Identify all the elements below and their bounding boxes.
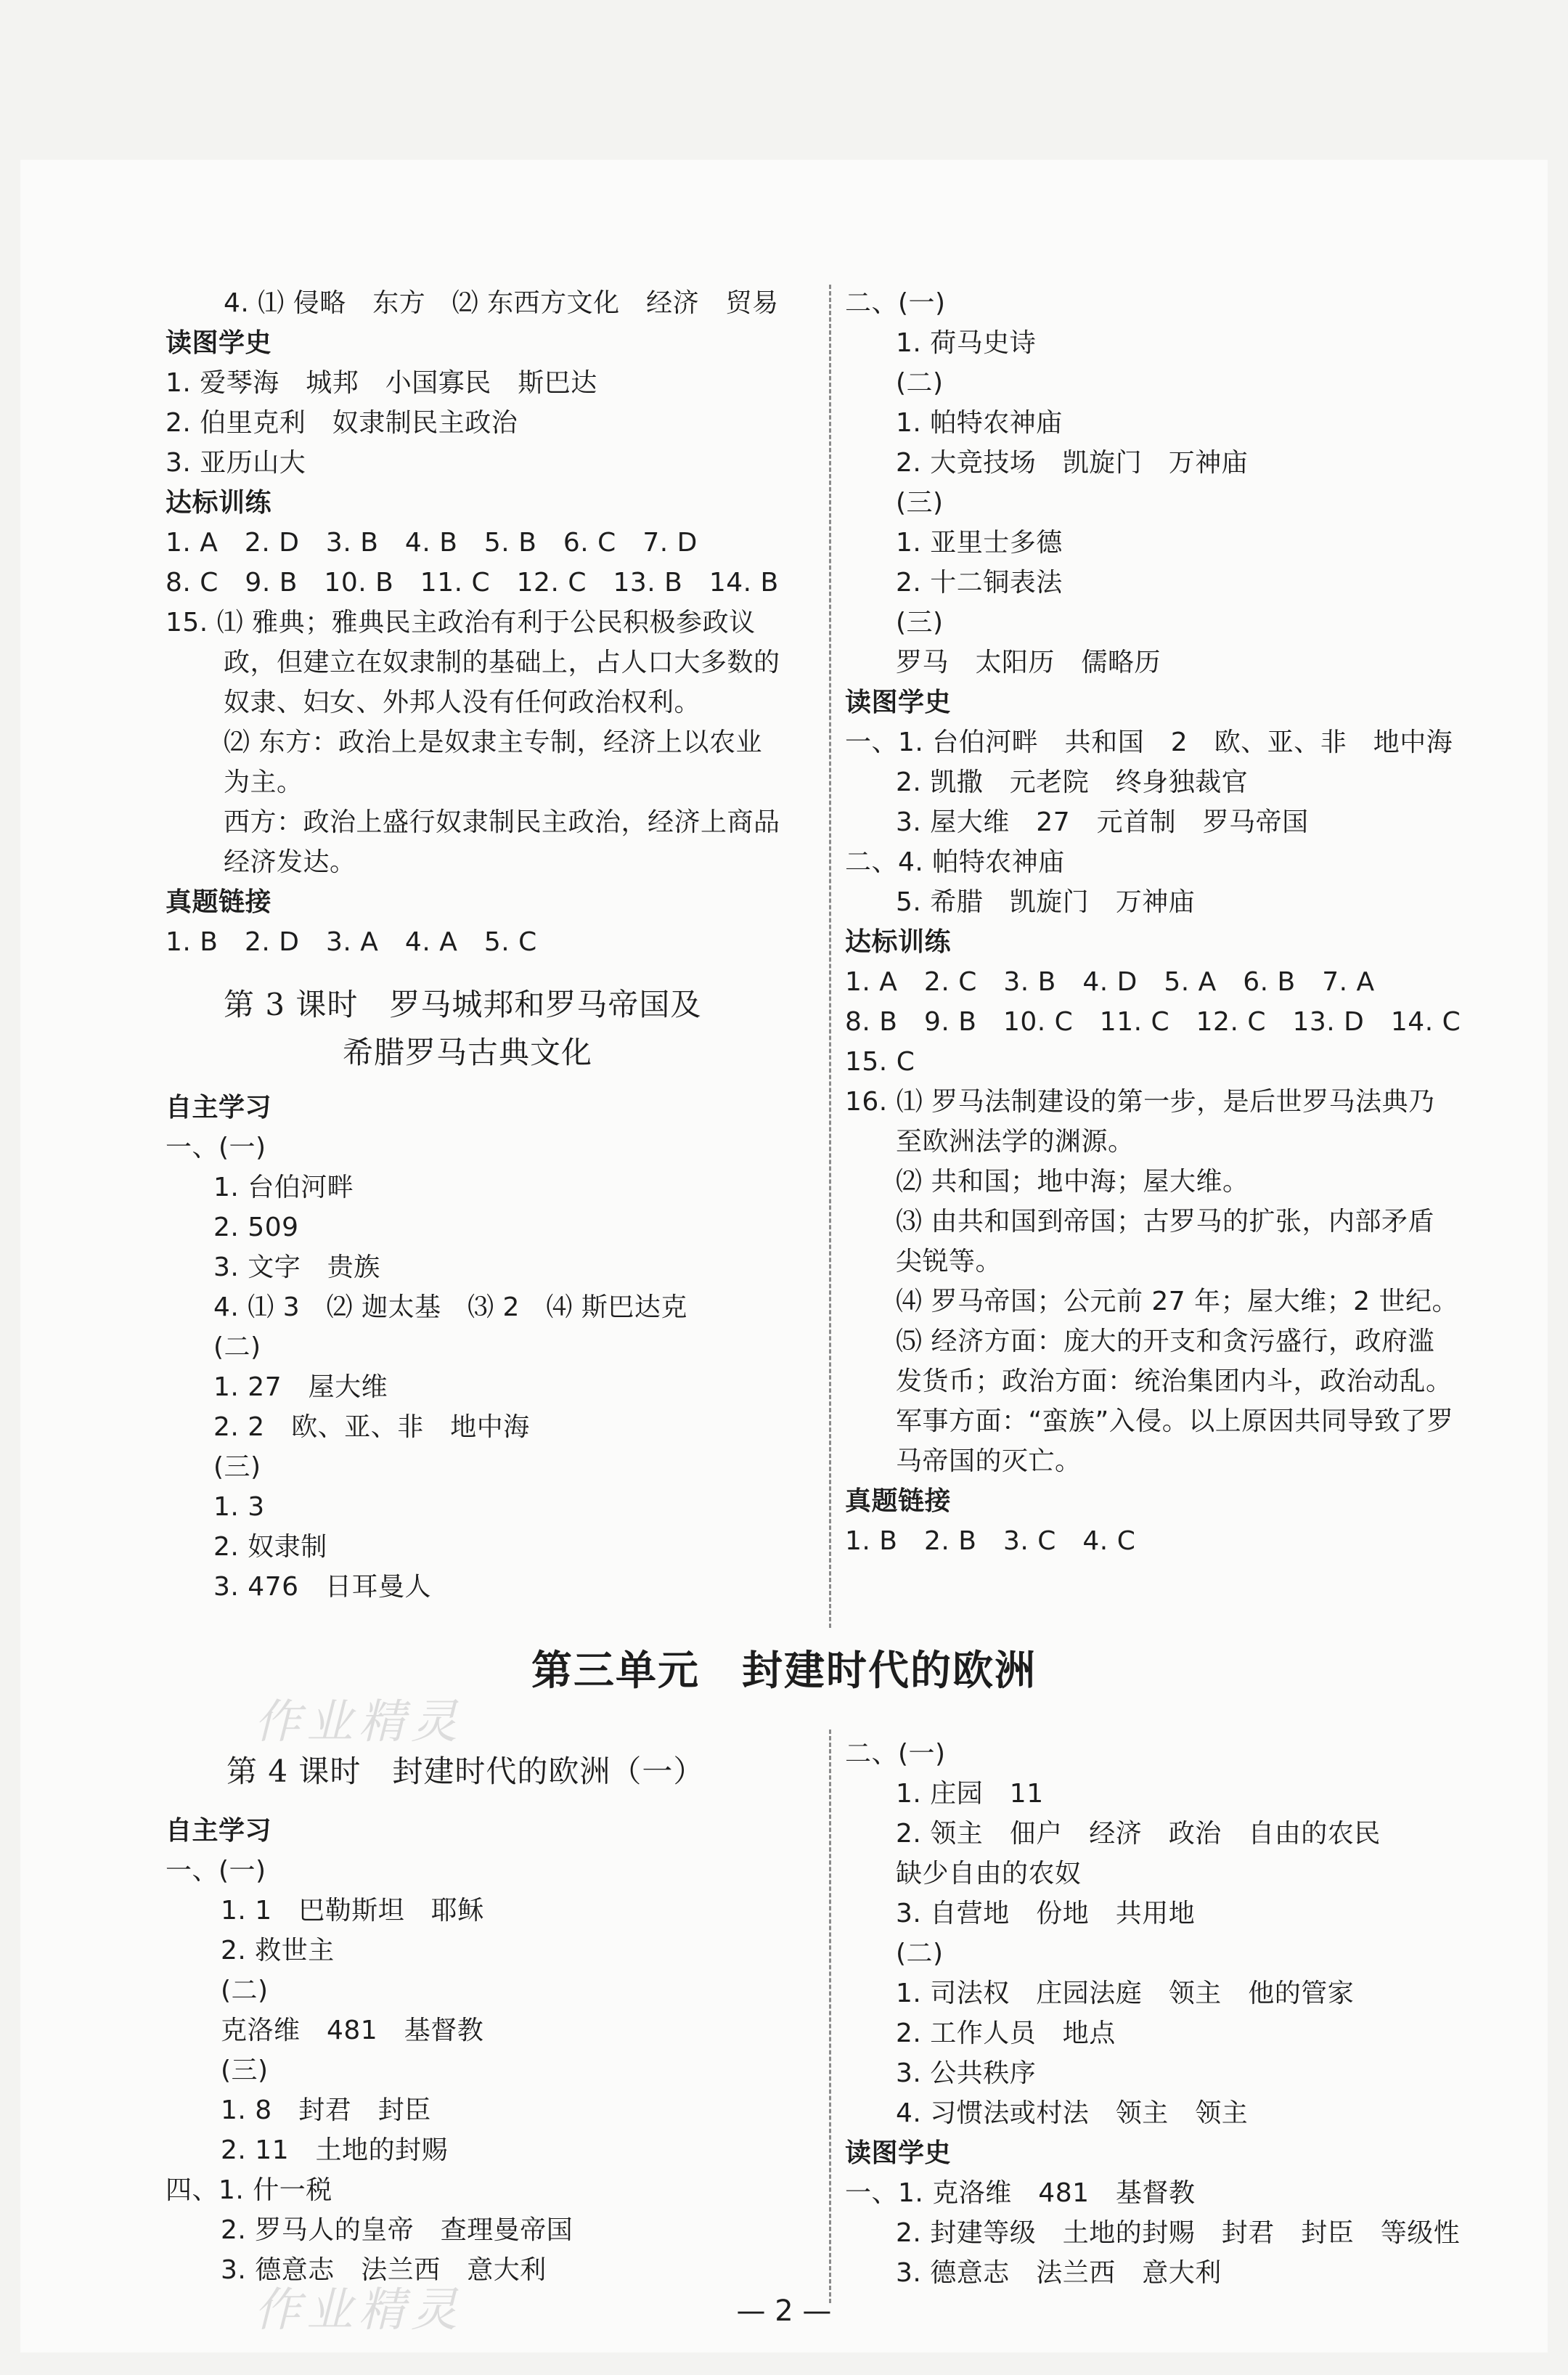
right-top-line: (三) bbox=[896, 488, 944, 518]
left-top-line: 8. C 9. B 10. B 11. C 12. C 13. B 14. B bbox=[166, 568, 779, 598]
right-top-line: 1. A 2. C 3. B 4. D 5. A 6. B 7. A bbox=[845, 967, 1375, 997]
left-mid-line: 3. 476 日耳曼人 bbox=[213, 1572, 432, 1602]
unit-title: 第三单元 封建时代的欧洲 bbox=[531, 1647, 1037, 1695]
left-top-line: 15. ⑴ 雅典；雅典民主政治有利于公民积极参政议 bbox=[166, 608, 756, 637]
page-number: — 2 — bbox=[736, 2294, 832, 2328]
right-top-line: 1. 亚里士多德 bbox=[896, 528, 1063, 558]
right-top-line: 2. 十二铜表法 bbox=[896, 568, 1063, 598]
right-bottom-line: 4. 习惯法或村法 领主 领主 bbox=[896, 2098, 1249, 2128]
right-top-line: 军事方面：“蛮族”入侵。以上原因共同导致了罗 bbox=[896, 1406, 1454, 1436]
right-top-line: 1. 帕特农神庙 bbox=[896, 408, 1063, 438]
left-top-line: 4. ⑴ 侵略 东方 ⑵ 东西方文化 经济 贸易 bbox=[224, 288, 779, 318]
left-bottom-line: 自主学习 bbox=[166, 1816, 272, 1846]
lesson-3-title-line2: 希腊罗马古典文化 bbox=[343, 1035, 593, 1070]
right-top-line: 二、4. 帕特农神庙 bbox=[845, 847, 1065, 877]
left-mid-line: 2. 509 bbox=[213, 1213, 299, 1242]
right-top-line: 2. 凯撒 元老院 终身独裁官 bbox=[896, 767, 1249, 797]
right-top-line: ⑶ 由共和国到帝国；古罗马的扩张，内部矛盾 bbox=[896, 1207, 1434, 1237]
left-bottom-line: (三) bbox=[221, 2056, 269, 2085]
right-bottom-line: (二) bbox=[896, 1939, 944, 1968]
right-top-line: 2. 大竞技场 凯旋门 万神庙 bbox=[896, 448, 1249, 478]
right-top-line: ⑷ 罗马帝国；公元前 27 年；屋大维；2 世纪。 bbox=[896, 1287, 1458, 1316]
left-bottom-line: 1. 8 封君 封臣 bbox=[221, 2095, 431, 2125]
right-top-line: ⑸ 经济方面：庞大的开支和贪污盛行，政府滥 bbox=[896, 1327, 1434, 1356]
right-bottom-line: 缺少自由的农奴 bbox=[896, 1859, 1082, 1889]
column-divider-bottom bbox=[829, 1730, 831, 2303]
right-bottom-line: 3. 德意志 法兰西 意大利 bbox=[896, 2258, 1222, 2288]
watermark-logo-bottom: 作业精灵 bbox=[254, 2284, 463, 2337]
lesson-4-title: 第 4 课时 封建时代的欧洲（一） bbox=[226, 1753, 705, 1789]
left-mid-line: 1. 3 bbox=[213, 1492, 265, 1522]
right-bottom-line: 3. 公共秩序 bbox=[896, 2058, 1037, 2088]
right-top-line: 发货币；政治方面：统治集团内斗，政治动乱。 bbox=[896, 1366, 1453, 1396]
right-top-line: 真题链接 bbox=[845, 1486, 952, 1516]
left-bottom-line: 一、(一) bbox=[166, 1856, 266, 1886]
right-bottom-line: 2. 领主 佃户 经济 政治 自由的农民 bbox=[896, 1819, 1381, 1849]
left-top-line: 奴隶、妇女、外邦人没有任何政治权利。 bbox=[224, 688, 701, 717]
left-mid-line: 4. ⑴ 3 ⑵ 迦太基 ⑶ 2 ⑷ 斯巴达克 bbox=[213, 1292, 687, 1322]
left-mid-line: 1. 台伯河畔 bbox=[213, 1173, 354, 1202]
left-top-line: 政，但建立在奴隶制的基础上，占人口大多数的 bbox=[224, 648, 780, 677]
left-bottom-line: 2. 罗马人的皇帝 查理曼帝国 bbox=[221, 2215, 573, 2245]
lesson-3-title-line1: 第 3 课时 罗马城邦和罗马帝国及 bbox=[224, 987, 702, 1022]
left-top-line: 达标训练 bbox=[166, 488, 272, 518]
left-mid-line: 2. 2 欧、亚、非 地中海 bbox=[213, 1412, 530, 1442]
left-mid-line: 3. 文字 贵族 bbox=[213, 1252, 380, 1282]
right-top-line: 达标训练 bbox=[845, 927, 952, 957]
right-top-line: ⑵ 共和国；地中海；屋大维。 bbox=[896, 1167, 1249, 1197]
left-top-line: 1. A 2. D 3. B 4. B 5. B 6. C 7. D bbox=[166, 528, 698, 558]
right-top-line: 读图学史 bbox=[845, 688, 952, 717]
left-bottom-line: 1. 1 巴勒斯坦 耶稣 bbox=[221, 1896, 484, 1926]
column-divider-top bbox=[829, 285, 831, 1628]
right-top-line: (二) bbox=[896, 368, 944, 398]
left-top-line: 1. 爱琴海 城邦 小国寡民 斯巴达 bbox=[166, 368, 597, 398]
right-top-line: 一、1. 台伯河畔 共和国 2 欧、亚、非 地中海 bbox=[845, 728, 1453, 757]
left-top-line: 西方：政治上盛行奴隶制民主政治，经济上商品 bbox=[224, 807, 780, 837]
right-top-line: 二、(一) bbox=[845, 288, 946, 318]
right-bottom-line: 读图学史 bbox=[845, 2138, 952, 2168]
left-bottom-line: 2. 救世主 bbox=[221, 1936, 335, 1965]
right-top-line: 尖锐等。 bbox=[896, 1247, 1003, 1276]
right-top-line: (三) bbox=[896, 608, 944, 637]
left-mid-line: 1. 27 屋大维 bbox=[213, 1372, 388, 1402]
right-top-line: 15. C bbox=[845, 1047, 915, 1077]
left-top-line: ⑵ 东方：政治上是奴隶主专制，经济上以农业 bbox=[224, 728, 762, 757]
left-mid-line: 2. 奴隶制 bbox=[213, 1532, 327, 1562]
left-top-line: 真题链接 bbox=[166, 887, 272, 917]
right-top-line: 1. B 2. B 3. C 4. C bbox=[845, 1526, 1136, 1556]
left-top-line: 读图学史 bbox=[166, 328, 272, 358]
left-top-line: 为主。 bbox=[224, 767, 303, 797]
right-bottom-line: 1. 司法权 庄园法庭 领主 他的管家 bbox=[896, 1979, 1355, 2008]
right-top-line: 罗马 太阳历 儒略历 bbox=[896, 648, 1161, 677]
right-top-line: 马帝国的灭亡。 bbox=[896, 1446, 1082, 1476]
right-top-line: 8. B 9. B 10. C 11. C 12. C 13. D 14. C bbox=[845, 1007, 1461, 1037]
left-bottom-line: (二) bbox=[221, 1976, 269, 2005]
left-bottom-line: 2. 11 土地的封赐 bbox=[221, 2135, 449, 2165]
left-bottom-line: 四、1. 什一税 bbox=[166, 2175, 332, 2205]
left-mid-line: 自主学习 bbox=[166, 1093, 272, 1123]
left-bottom-line: 3. 德意志 法兰西 意大利 bbox=[221, 2255, 547, 2285]
left-bottom-line: 克洛维 481 基督教 bbox=[221, 2016, 484, 2045]
left-top-line: 经济发达。 bbox=[224, 847, 356, 877]
right-top-line: 16. ⑴ 罗马法制建设的第一步，是后世罗马法典乃 bbox=[845, 1087, 1435, 1117]
right-top-line: 至欧洲法学的渊源。 bbox=[896, 1127, 1135, 1157]
right-bottom-line: 2. 工作人员 地点 bbox=[896, 2018, 1116, 2048]
left-top-line: 2. 伯里克利 奴隶制民主政治 bbox=[166, 408, 518, 438]
right-bottom-line: 2. 封建等级 土地的封赐 封君 封臣 等级性 bbox=[896, 2218, 1461, 2248]
left-top-line: 1. B 2. D 3. A 4. A 5. C bbox=[166, 927, 537, 957]
right-bottom-line: 一、1. 克洛维 481 基督教 bbox=[845, 2178, 1196, 2208]
left-top-line: 3. 亚历山大 bbox=[166, 448, 306, 478]
right-bottom-line: 3. 自营地 份地 共用地 bbox=[896, 1899, 1196, 1928]
left-mid-line: (三) bbox=[213, 1452, 261, 1482]
right-bottom-line: 1. 庄园 11 bbox=[896, 1779, 1044, 1809]
left-mid-line: 一、(一) bbox=[166, 1133, 266, 1162]
right-top-line: 5. 希腊 凯旋门 万神庙 bbox=[896, 887, 1196, 917]
left-mid-line: (二) bbox=[213, 1332, 261, 1362]
right-top-line: 1. 荷马史诗 bbox=[896, 328, 1037, 358]
right-top-line: 3. 屋大维 27 元首制 罗马帝国 bbox=[896, 807, 1309, 837]
right-bottom-line: 二、(一) bbox=[845, 1739, 946, 1769]
watermark-logo: 作业精灵 bbox=[254, 1695, 463, 1749]
